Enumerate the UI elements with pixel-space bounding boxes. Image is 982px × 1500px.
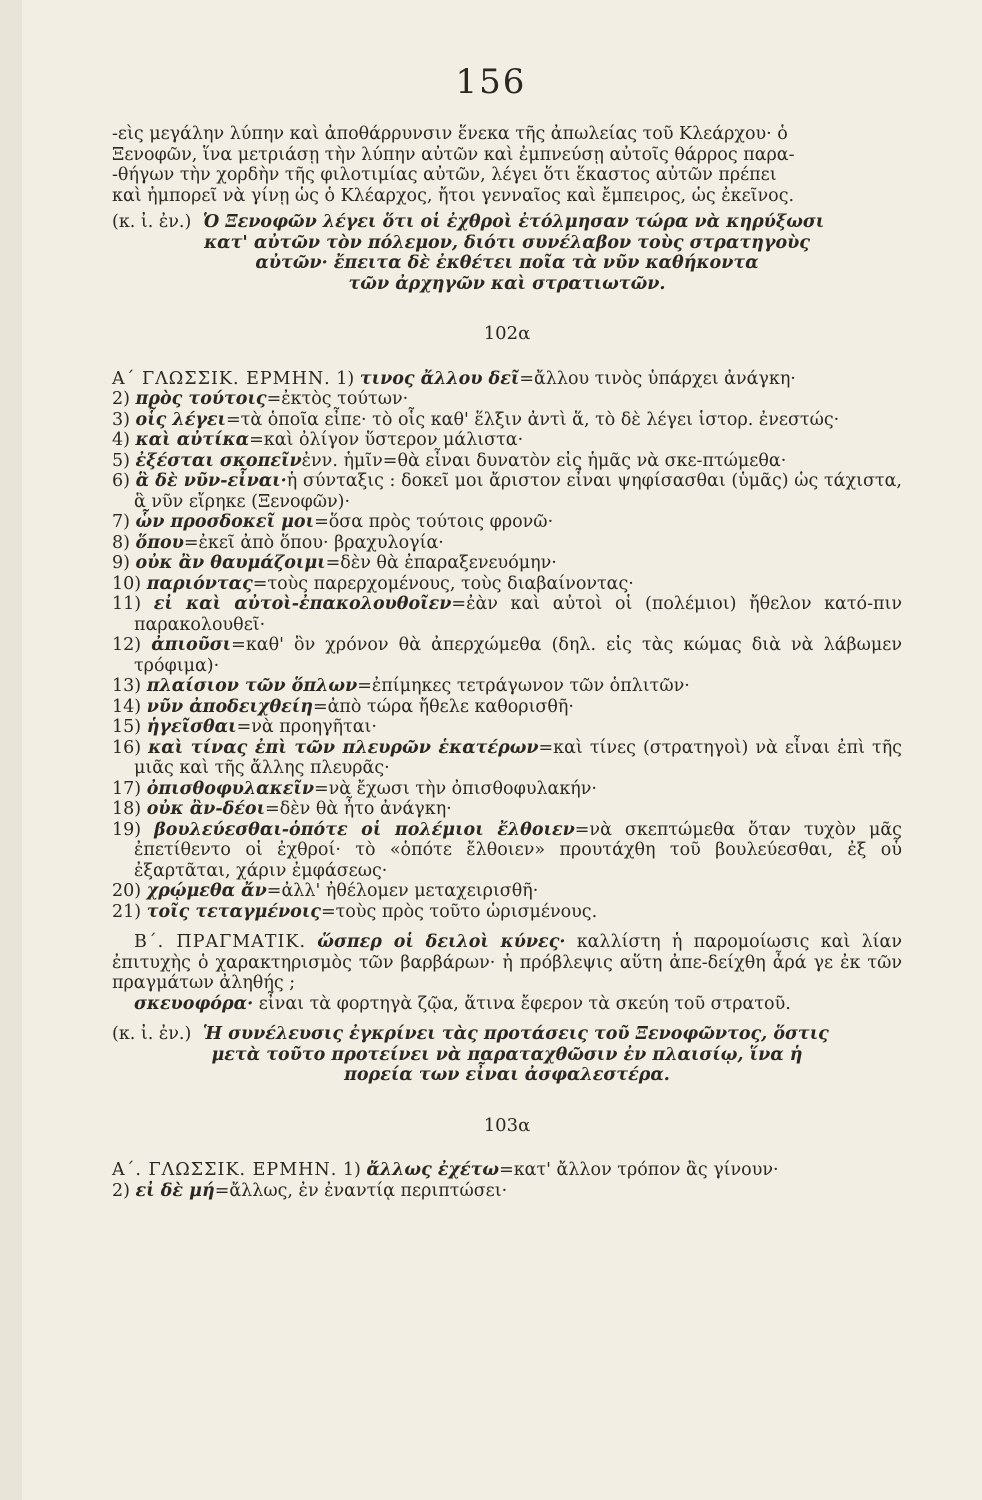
gloss-item — [112, 389, 902, 410]
gloss-term: ἐξέσται σκοπεῖν — [135, 450, 302, 471]
gloss-term: σκευοφόρα· — [134, 993, 254, 1014]
gloss-text: =νὰ προηγῆται· — [236, 717, 377, 737]
gloss-text: =κατ' ἄλλον τρόπον ἂς γίνουν· — [499, 1160, 779, 1180]
summary-line: αὐτῶν· ἔπειτα δὲ ἐκθέτει ποῖα τὰ νῦν καθήκοντα — [255, 253, 759, 273]
gloss-number: 4) — [112, 430, 130, 450]
gloss-number: 7) — [112, 512, 130, 532]
intro-line: καὶ ἠμπορεῖ νὰ γίνῃ ὡς ὁ Κλέαρχος, ἤτοι γενναῖος καὶ ἔμπειρος, ὡς ἐκεῖνος. — [112, 185, 795, 206]
gloss-term: εἰ καὶ αὐτοὶ-ἐπακολουθοῖεν — [153, 594, 452, 614]
intro-line: -εὶς μεγάλην λύπην καὶ ἀποθάρρυνσιν ἕνεκα τῆς ἀπωλείας τοῦ Κλεάρχου· ὁ — [112, 124, 788, 144]
gloss-term: ἀπιοῦσι — [151, 635, 232, 655]
gloss-number: 13) — [112, 676, 142, 696]
gloss-item — [112, 697, 902, 718]
summary-lead: (κ. ἰ. ἐν.) — [112, 1024, 192, 1044]
gloss-number: 14) — [112, 696, 142, 717]
gloss-number: 5) — [112, 450, 130, 471]
gloss-term: ὀπισθοφυλακεῖν — [146, 778, 314, 799]
section-marker: 102α — [483, 323, 531, 344]
gloss-text: =δὲν θὰ ἦτο ἀνάγκη· — [265, 799, 452, 819]
gloss-text: =ἀπὸ τώρα ἤθελε καθορισθῆ· — [312, 696, 574, 717]
section-heading: Β΄. ΠΡΑΓΜΑΤΙΚ. — [134, 932, 307, 952]
gloss-text: =τὰ ὁποῖα εἶπε· τὸ οἷς καθ' ἕλξιν ἀντὶ ἅ, τὸ δὲ λέγει ἱστορ. ἐνεστώς· — [226, 409, 840, 430]
intro-line: -θήγων τὴν χορδὴν τῆς φιλοτιμίας αὐτῶν, λέγει ὅτι ἕκαστος αὐτῶν πρέπει — [112, 165, 777, 185]
gloss-number: 18) — [112, 799, 142, 819]
gloss-number: 10) — [112, 573, 142, 594]
gloss-term: χρῴμεθα ἄν — [146, 881, 267, 901]
gloss-text: =τοὺς πρὸς τοῦτο ὡρισμένους. — [320, 901, 598, 922]
gloss-term: εἰ δὲ μή — [135, 1180, 215, 1201]
gloss-item — [112, 594, 902, 635]
gloss-term: πλαίσιον τῶν ὅπλων — [146, 676, 358, 696]
gloss-text: εἶναι τὰ φορτηγὰ ζῷα, ἅτινα ἔφερον τὰ σκεύη τοῦ στρατοῦ. — [258, 993, 791, 1014]
page-body — [112, 124, 902, 1201]
summary-line: πορεία των εἶναι ἀσφαλεστέρα. — [344, 1065, 670, 1085]
gloss-item — [112, 1160, 902, 1181]
gloss-text: =ὅσα πρὸς τούτοις φρονῶ· — [314, 512, 554, 532]
gloss-text: ἡ σύνταξις : δοκεῖ μοι ἄριστον εἶναι ψηφίσασθαι (ὑμᾶς) ὡς τάχιστα, ἃ νῦν εἴρηκε (Ξενοφῶν)· — [134, 471, 902, 512]
gloss-number: 20) — [112, 881, 142, 901]
gloss-text: =νὰ ἔχωσι τὴν ὀπισθοφυλακήν· — [313, 778, 597, 799]
gloss-item — [112, 799, 902, 820]
gloss-term: νῦν ἀποδειχθείη — [146, 696, 313, 717]
gloss-number: 1) — [336, 368, 355, 389]
page-edge — [0, 0, 22, 1500]
gloss-number: 8) — [112, 532, 130, 553]
gloss-item — [112, 451, 902, 472]
gloss-item — [112, 779, 902, 800]
gloss-text: =καθ' ὃν χρόνον θὰ ἀπερχώμεθα (δηλ. εἰς τὰς κώμας διὰ νὰ λάβωμεν τρόφιμα)· — [134, 635, 902, 676]
gloss-number: 3) — [112, 409, 130, 430]
gloss-item — [112, 430, 902, 451]
gloss-section-a — [112, 369, 902, 923]
gloss-text: =ἄλλου τινὸς ὑπάρχει ἀνάγκη· — [519, 368, 796, 389]
section-marker: 103α — [483, 1114, 531, 1136]
section-heading: Α΄. ΓΛΩΣΣΙΚ. ΕΡΜΗΝ. — [112, 1160, 338, 1180]
gloss-item — [112, 574, 902, 595]
section-heading: Α΄ ΓΛΩΣΣΙΚ. ΕΡΜΗΝ. — [112, 368, 331, 389]
gloss-section-c — [112, 1160, 902, 1201]
gloss-text: =ἐκτὸς τούτων· — [266, 389, 409, 409]
gloss-item — [112, 512, 902, 533]
gloss-number: 16) — [112, 737, 142, 758]
gloss-term: ὅπου — [135, 532, 184, 553]
summary-lead: (κ. ἰ. ἐν.) — [112, 212, 192, 232]
gloss-text: =ἄλλως, ἐν ἐναντίᾳ περιπτώσει· — [214, 1180, 508, 1201]
gloss-number: 19) — [112, 819, 142, 840]
gloss-text: =νὰ σκεπτώμεθα ὅταν τυχὸν μᾶς ἐπετίθεντο οἱ ἐχθροί· τὸ «ὁπότε ἔλθοιεν» προυτάχθη τοῦ βουλεύεσθαι, ἐξ οὗ ἐξαρτᾶται, χάριν ἐμφάσεως· — [134, 819, 902, 881]
gloss-number: 2) — [112, 1180, 130, 1201]
gloss-number: 12) — [112, 635, 142, 655]
gloss-number: 15) — [112, 717, 142, 737]
gloss-text: ἐνν. ἡμῖν=θὰ εἶναι δυνατὸν εἰς ἡμᾶς νὰ σκε-πτώμεθα· — [301, 450, 787, 471]
gloss-term: παριόντας — [146, 573, 253, 594]
gloss-term: καὶ τίνας ἐπὶ τῶν πλευρῶν ἑκατέρων — [148, 737, 539, 758]
summary-line — [112, 1024, 902, 1045]
gloss-item — [112, 533, 902, 554]
gloss-item — [112, 410, 902, 431]
gloss-term: οὐκ ἂν-δέοι — [146, 799, 266, 819]
gloss-text: =ἐὰν καὶ αὐτοὶ οἱ (πολέμιοι) ἤθελον κατό-πιν παρακολουθεῖ· — [134, 594, 902, 635]
gloss-item — [112, 717, 902, 738]
gloss-term: ἡγεῖσθαι — [146, 717, 237, 737]
summary-line: μετὰ τοῦτο προτείνει νὰ παραταχθῶσιν ἐν πλαισίῳ, ἵνα ἡ — [211, 1044, 803, 1065]
gloss-text: =καὶ ὀλίγον ὕστερον μάλιστα· — [249, 430, 524, 450]
gloss-number: 9) — [112, 553, 130, 573]
gloss-term: τοῖς τεταγμένοις — [146, 901, 321, 922]
pragmatic-section — [112, 932, 902, 994]
gloss-text: καλλίστη ἡ παρομοίωσις καὶ λίαν ἐπιτυχὴς ὁ χαρακτηρισμὸς τῶν βαρβάρων· ἡ πρόβλεψις αὕτη ἀπε-δείχθη ἆρά γε ἐκ τῶν πραγμάτων ἀληθής ; — [112, 932, 902, 993]
pragmatic-section-2 — [112, 994, 902, 1015]
gloss-number: 21) — [112, 901, 142, 922]
gloss-item — [112, 881, 902, 902]
summary-line: κατ' αὐτῶν τὸν πόλεμον, διότι συνέλαβον τοὺς στρατηγοὺς — [204, 232, 810, 253]
gloss-term: οὐκ ἂν θαυμάζοιμι — [135, 553, 326, 573]
gloss-term: ἄλλως ἐχέτω — [366, 1160, 500, 1180]
gloss-term: τινος ἄλλου δεῖ — [359, 368, 520, 389]
summary-text: Ἡ συνέλευσις ἐγκρίνει τὰς προτάσεις τοῦ Ξενοφῶντος, ὅστις — [202, 1024, 829, 1044]
gloss-number: 6) — [112, 471, 130, 491]
gloss-term: ἃ δὲ νῦν-εἶναι· — [135, 471, 287, 491]
gloss-item — [112, 553, 902, 574]
gloss-item — [112, 738, 902, 779]
gloss-term: βουλεύεσθαι-ὁπότε οἱ πολέμιοι ἔλθοιεν — [154, 819, 575, 840]
intro-paragraph — [112, 124, 902, 206]
gloss-number: 2) — [112, 389, 130, 409]
summary-line: τῶν ἀρχηγῶν καὶ στρατιωτῶν. — [348, 273, 666, 294]
page-number: 156 — [455, 62, 527, 102]
gloss-number: 11) — [112, 594, 142, 614]
summary-text: Ὁ Ξενοφῶν λέγει ὅτι οἱ ἐχθροὶ ἐτόλμησαν τώρα νὰ κηρύξωσι — [202, 212, 825, 232]
intro-line: Ξενοφῶν, ἵνα μετριάσῃ τὴν λύπην αὐτῶν καὶ ἐμπνεύσῃ αὐτοῖς θάρρος παρα- — [112, 144, 795, 165]
gloss-term: πρὸς τούτοις — [135, 389, 267, 409]
gloss-item — [112, 369, 902, 390]
gloss-text: =ἐπίμηκες τετράγωνον τῶν ὁπλιτῶν· — [357, 676, 690, 696]
gloss-text: =ἐκεῖ ἀπὸ ὅπου· βραχυλογία· — [183, 532, 444, 553]
gloss-item — [112, 902, 902, 923]
gloss-term: ὥσπερ οἱ δειλοὶ κύνες· — [317, 932, 566, 952]
summary-2 — [112, 1024, 902, 1086]
gloss-item — [112, 471, 902, 512]
gloss-term: οἷς λέγει — [135, 409, 227, 430]
gloss-number: 1) — [342, 1160, 361, 1180]
gloss-term: ὧν προσδοκεῖ μοι — [135, 512, 315, 532]
gloss-item — [112, 635, 902, 676]
gloss-item — [112, 820, 902, 882]
gloss-term: καὶ αὐτίκα — [135, 430, 250, 450]
gloss-item — [112, 1181, 902, 1202]
gloss-item — [112, 676, 902, 697]
summary-line — [112, 212, 902, 233]
gloss-text: =δὲν θὰ ἐπαραξενευόμην· — [325, 553, 557, 573]
summary-1 — [112, 212, 902, 294]
gloss-text: =καὶ τίνες (στρατηγοὶ) νὰ εἶναι ἐπὶ τῆς μιᾶς καὶ τῆς ἄλλης πλευρᾶς· — [134, 737, 902, 778]
gloss-number: 17) — [112, 778, 142, 799]
gloss-text: =τοὺς παρερχομένους, τοὺς διαβαίνοντας· — [252, 573, 634, 594]
gloss-text: =ἀλλ' ἠθέλομεν μεταχειρισθῆ· — [266, 881, 539, 901]
